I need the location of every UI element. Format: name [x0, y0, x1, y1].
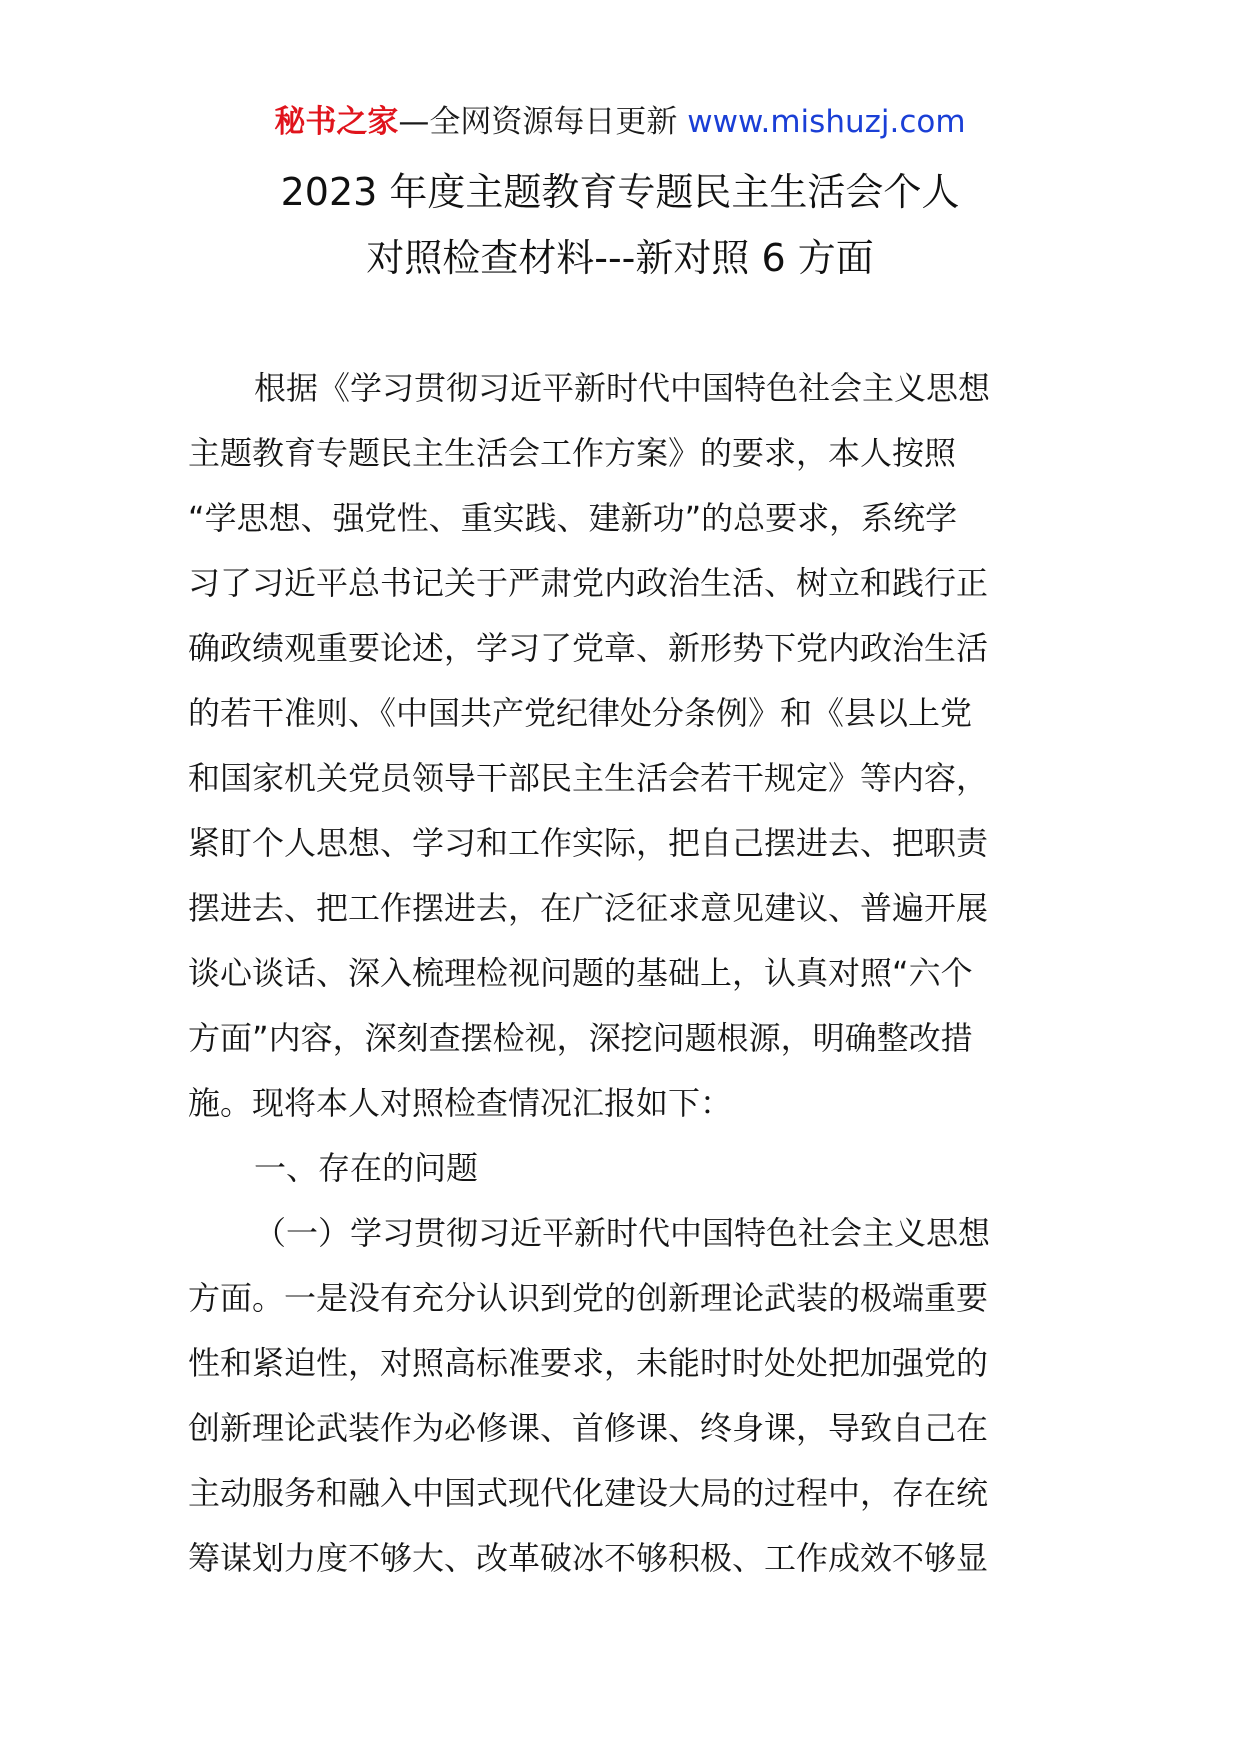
document-body — [188, 356, 1068, 1591]
body-line: 和国家机关党员领导干部民主生活会若干规定》等内容， — [188, 759, 989, 797]
body-line: 的若干准则、《中国共产党纪律处分条例》和《县以上党 — [188, 694, 973, 732]
body-line: 确政绩观重要论述，学习了党章、新形势下党内政治生活 — [188, 629, 989, 667]
body-line: 性和紧迫性，对照高标准要求，未能时时处处把加强党的 — [188, 1344, 989, 1382]
site-header — [0, 100, 1240, 144]
header-slogan: —全网资源每日更新 — [398, 104, 678, 140]
body-line: 摆进去、把工作摆进去，在广泛征求意见建议、普遍开展 — [188, 889, 989, 927]
body-line: 主题教育专题民主生活会工作方案》的要求，本人按照 — [188, 434, 957, 472]
document-title-line-2: 对照检查材料---新对照 6 方面 — [366, 236, 874, 280]
site-url-link[interactable]: www.mishuzj.com — [687, 104, 966, 140]
body-line: 根据《学习贯彻习近平新时代中国特色社会主义思想 — [254, 369, 991, 407]
brand-name: 秘书之家 — [274, 104, 399, 140]
subsection-heading: （一）学习贯彻习近平新时代中国特色社会主义思想 — [254, 1214, 991, 1252]
body-line: 创新理论武装作为必修课、首修课、终身课，导致自己在 — [188, 1409, 989, 1447]
document-title-line-1: 2023 年度主题教育专题民主生活会个人 — [280, 170, 960, 214]
body-line: 方面。一是没有充分认识到党的创新理论武装的极端重要 — [188, 1279, 989, 1317]
section-heading: 一、存在的问题 — [254, 1149, 479, 1187]
body-line: 筹谋划力度不够大、改革破冰不够积极、工作成效不够显 — [188, 1539, 989, 1577]
body-line: 施。现将本人对照检查情况汇报如下： — [188, 1084, 733, 1122]
body-line: 紧盯个人思想、学习和工作实际，把自己摆进去、把职责 — [188, 824, 989, 862]
body-line: “学思想、强党性、重实践、建新功”的总要求，系统学 — [188, 499, 958, 537]
body-line: 主动服务和融入中国式现代化建设大局的过程中，存在统 — [188, 1474, 989, 1512]
body-line: 习了习近平总书记关于严肃党内政治生活、树立和践行正 — [188, 564, 989, 602]
body-line: 方面”内容，深刻查摆检视，深挖问题根源，明确整改措 — [188, 1019, 973, 1057]
body-line: 谈心谈话、深入梳理检视问题的基础上，认真对照“六个 — [188, 954, 973, 992]
